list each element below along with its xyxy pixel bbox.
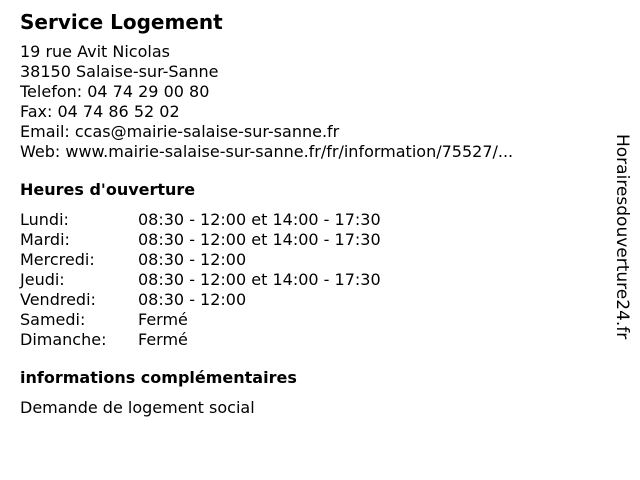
day-label: Jeudi:	[20, 270, 65, 289]
opening-hours-table	[20, 210, 600, 350]
opening-hours-heading: Heures d'ouverture	[20, 180, 196, 199]
day-label: Samedi:	[20, 310, 86, 329]
site-watermark: Horairesdouverture24.fr	[612, 134, 632, 340]
additional-info-text: Demande de logement social	[20, 398, 255, 417]
hours-row-mardi	[20, 230, 600, 250]
fax-number: Fax: 04 74 86 52 02	[20, 102, 180, 121]
hours-row-dimanche	[20, 330, 600, 350]
additional-info-heading: informations complémentaires	[20, 368, 297, 387]
page-title: Service Logement	[20, 10, 223, 34]
hours-row-jeudi	[20, 270, 600, 290]
phone-number: Telefon: 04 74 29 00 80	[20, 82, 210, 101]
time-value: 08:30 - 12:00 et 14:00 - 17:30	[138, 230, 381, 249]
email-address: Email: ccas@mairie-salaise-sur-sanne.fr	[20, 122, 340, 141]
time-value: Fermé	[138, 310, 188, 329]
service-card	[20, 10, 600, 418]
day-label: Mercredi:	[20, 250, 95, 269]
time-value: 08:30 - 12:00	[138, 290, 247, 309]
day-label: Mardi:	[20, 230, 70, 249]
website-link: Web: www.mairie-salaise-sur-sanne.fr/fr/information/75527/...	[20, 142, 514, 161]
address-block	[20, 42, 600, 162]
city-address: 38150 Salaise-sur-Sanne	[20, 62, 219, 81]
time-value: 08:30 - 12:00	[138, 250, 247, 269]
time-value: Fermé	[138, 330, 188, 349]
time-value: 08:30 - 12:00 et 14:00 - 17:30	[138, 210, 381, 229]
hours-row-samedi	[20, 310, 600, 330]
hours-row-mercredi	[20, 250, 600, 270]
time-value: 08:30 - 12:00 et 14:00 - 17:30	[138, 270, 381, 289]
day-label: Lundi:	[20, 210, 69, 229]
day-label: Dimanche:	[20, 330, 107, 349]
day-label: Vendredi:	[20, 290, 96, 309]
hours-row-lundi	[20, 210, 600, 230]
street-address: 19 rue Avit Nicolas	[20, 42, 170, 61]
hours-row-vendredi	[20, 290, 600, 310]
